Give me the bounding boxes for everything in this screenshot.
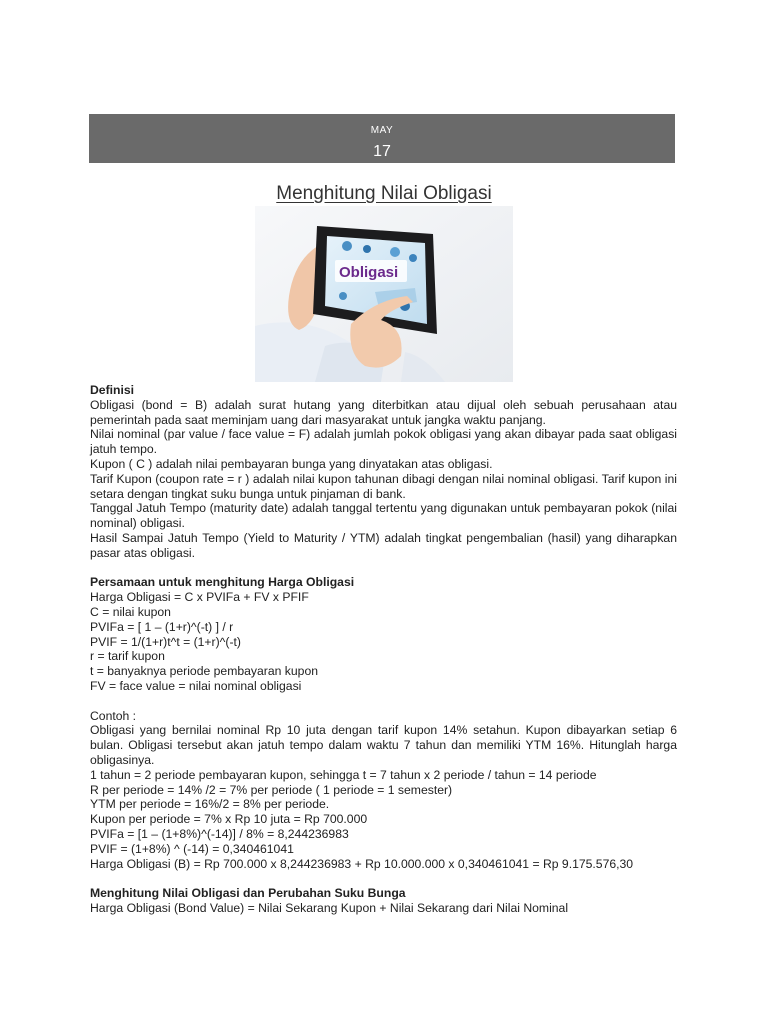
example-line: Harga Obligasi (B) = Rp 700.000 x 8,244236983 + Rp 10.000.000 x 0,340461041 = Rp 9.175.576,30: [90, 856, 634, 871]
tablet-photo-icon: [255, 206, 513, 382]
paragraph: Kupon ( C ) adalah nilai pembayaran bunga yang dinyatakan atas obligasi.: [90, 456, 493, 471]
example-line: PVIFa = [1 – (1+8%)^(-14)] / 8% = 8,244236983: [90, 826, 349, 841]
formula-line: PVIFa = [ 1 – (1+r)^(-t) ] / r: [90, 619, 234, 634]
example-line: PVIF = (1+8%) ^ (-14) = 0,340461041: [90, 841, 294, 856]
heading-perubahan: Menghitung Nilai Obligasi dan Perubahan Suku Bunga: [90, 886, 406, 901]
formula-line: FV = face value = nilai nominal obligasi: [90, 678, 302, 693]
paragraph: Hasil Sampai Jatuh Tempo (Yield to Maturity / YTM) adalah tingkat pengembalian (hasil) yang diharapkan pasar atas obligasi.: [90, 530, 677, 560]
date-day: 17: [373, 143, 391, 160]
formula-line: r = tarif kupon: [90, 649, 165, 664]
formula-line: Harga Obligasi (Bond Value) = Nilai Sekarang Kupon + Nilai Sekarang dari Nilai Nominal: [90, 900, 569, 915]
post-body: [90, 383, 677, 916]
example-line: Kupon per periode = 7% x Rp 10 juta = Rp 700.000: [90, 812, 368, 827]
heading-definisi: Definisi: [90, 383, 135, 397]
example-line: YTM per periode = 16%/2 = 8% per periode.: [90, 797, 330, 812]
post-title[interactable]: [0, 183, 768, 205]
paragraph: Nilai nominal (par value / face value = F) adalah jumlah pokok obligasi yang akan dibayar pada saat obligasi jatuh tempo.: [90, 427, 677, 457]
post-image: [255, 206, 513, 382]
formula-line: PVIF = 1/(1+r)t^t = (1+r)^(-t): [90, 634, 241, 649]
paragraph: Tarif Kupon (coupon rate = r ) adalah nilai kupon tahunan dibagi dengan nilai nominal obligasi. Tarif kupon ini setara dengan tingkat suku bunga untuk pinjaman di bank.: [90, 471, 677, 501]
heading-contoh: Contoh :: [90, 708, 137, 723]
heading-persamaan: Persamaan untuk menghitung Harga Obligasi: [90, 575, 355, 590]
date-month: MAY: [370, 125, 394, 136]
screen-text: Obligasi: [339, 264, 399, 281]
date-banner: [89, 114, 675, 163]
example-line: Obligasi yang bernilai nominal Rp 10 juta dengan tarif kupon 14% setahun. Kupon dibayarkan setiap 6 bulan. Obligasi tersebut akan jatuh tempo dalam waktu 7 tahun dan memiliki YTM 16%. Hitunglah harga obligasinya.: [90, 723, 677, 767]
formula-line: Harga Obligasi = C x PVIFa + FV x PFIF: [90, 590, 309, 605]
post-title-link[interactable]: Menghitung Nilai Obligasi: [276, 183, 492, 204]
example-line: 1 tahun = 2 periode pembayaran kupon, sehingga t = 7 tahun x 2 periode / tahun = 14 periode: [90, 767, 597, 782]
formula-line: t = banyaknya periode pembayaran kupon: [90, 664, 318, 679]
formula-line: C = nilai kupon: [90, 604, 171, 619]
example-line: R per periode = 14% /2 = 7% per periode ( 1 periode = 1 semester): [90, 782, 453, 797]
paragraph: Obligasi (bond = B) adalah surat hutang yang diterbitkan atau dijual oleh sebuah perusahaan atau pemerintah pada saat meminjam uang dari masyarakat untuk jangka waktu panjang.: [90, 397, 677, 427]
paragraph: Tanggal Jatuh Tempo (maturity date) adalah tanggal tertentu yang digunakan untuk pembayaran pokok (nilai nominal) obligasi.: [90, 501, 677, 531]
